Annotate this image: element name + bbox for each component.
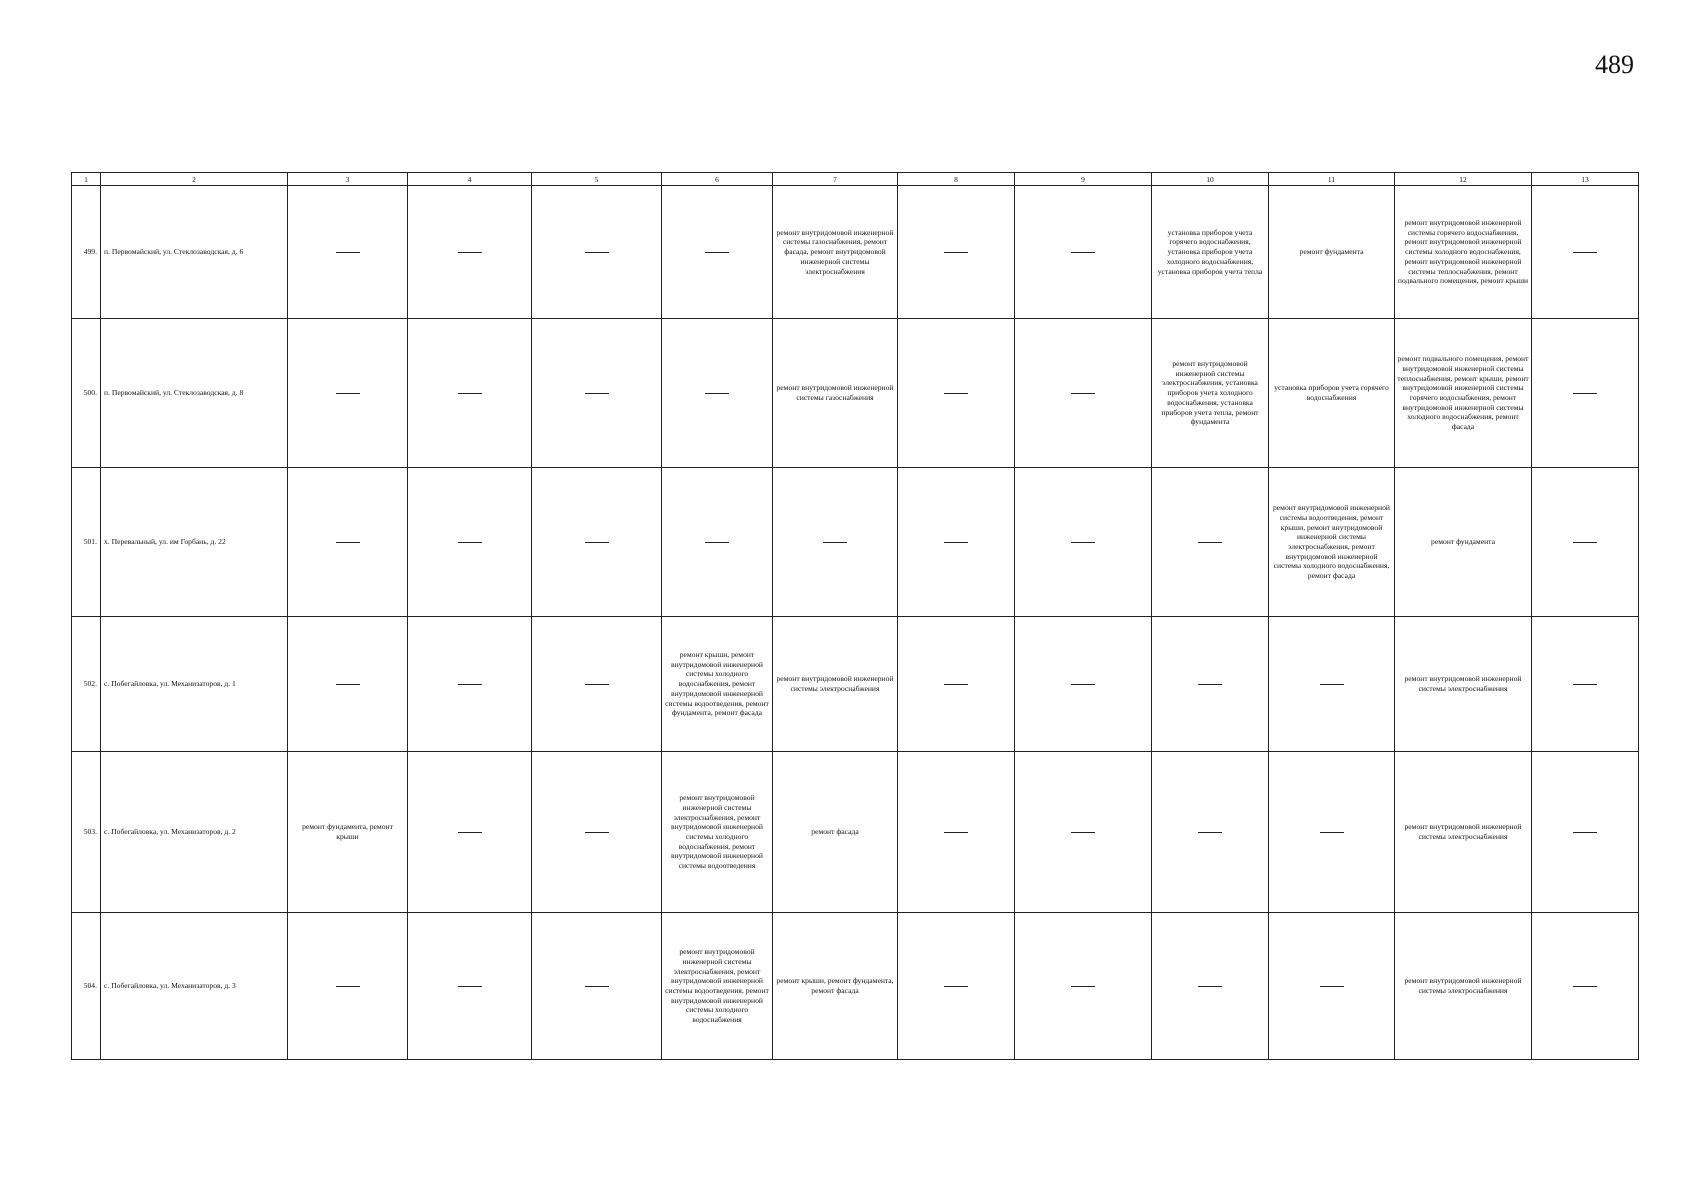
empty-cell bbox=[1152, 752, 1269, 913]
dash-mark bbox=[705, 393, 729, 394]
table-row bbox=[72, 617, 1639, 752]
work-type-cell: ремонт фундамента bbox=[1395, 468, 1532, 617]
dash-mark bbox=[1573, 684, 1597, 685]
dash-mark bbox=[458, 684, 482, 685]
work-type-cell: ремонт внутридомовой инженерной системы электроснабжения, ремонт внутридомовой инженерной системы холодного водоснабжения, ремонт внутридомовой инженерной системы водоотведения bbox=[662, 752, 773, 913]
column-header: 5 bbox=[532, 173, 662, 186]
column-header: 2 bbox=[101, 173, 288, 186]
empty-cell bbox=[662, 319, 773, 468]
empty-cell bbox=[898, 913, 1015, 1060]
empty-cell bbox=[288, 319, 408, 468]
empty-cell bbox=[532, 913, 662, 1060]
dash-mark bbox=[1071, 542, 1095, 543]
row-number: 500. bbox=[72, 319, 101, 468]
column-header: 12 bbox=[1395, 173, 1532, 186]
empty-cell bbox=[1532, 468, 1639, 617]
empty-cell bbox=[1152, 617, 1269, 752]
empty-cell bbox=[408, 617, 532, 752]
dash-mark bbox=[1573, 393, 1597, 394]
empty-cell bbox=[1015, 913, 1152, 1060]
empty-cell bbox=[532, 752, 662, 913]
table-row bbox=[72, 752, 1639, 913]
empty-cell bbox=[1015, 752, 1152, 913]
empty-cell bbox=[1152, 913, 1269, 1060]
dash-mark bbox=[585, 542, 609, 543]
dash-mark bbox=[458, 542, 482, 543]
dash-mark bbox=[1198, 832, 1222, 833]
dash-mark bbox=[336, 684, 360, 685]
column-header: 6 bbox=[662, 173, 773, 186]
empty-cell bbox=[532, 186, 662, 319]
empty-cell bbox=[1269, 617, 1395, 752]
empty-cell bbox=[1532, 752, 1639, 913]
column-header: 9 bbox=[1015, 173, 1152, 186]
dash-mark bbox=[1071, 252, 1095, 253]
empty-cell bbox=[408, 186, 532, 319]
dash-mark bbox=[585, 252, 609, 253]
column-header: 8 bbox=[898, 173, 1015, 186]
empty-cell bbox=[1152, 468, 1269, 617]
empty-cell bbox=[1015, 617, 1152, 752]
row-number: 503. bbox=[72, 752, 101, 913]
dash-mark bbox=[1573, 542, 1597, 543]
empty-cell bbox=[662, 468, 773, 617]
dash-mark bbox=[458, 252, 482, 253]
dash-mark bbox=[705, 252, 729, 253]
dash-mark bbox=[1198, 684, 1222, 685]
dash-mark bbox=[1573, 986, 1597, 987]
table-row bbox=[72, 319, 1639, 468]
dash-mark bbox=[1198, 986, 1222, 987]
empty-cell bbox=[1015, 468, 1152, 617]
empty-cell bbox=[898, 617, 1015, 752]
address-cell: х. Перевальный, ул. им Горбань, д. 22 bbox=[101, 468, 288, 617]
empty-cell bbox=[1269, 913, 1395, 1060]
table-row bbox=[72, 913, 1639, 1060]
empty-cell bbox=[898, 752, 1015, 913]
dash-mark bbox=[585, 684, 609, 685]
empty-cell bbox=[1015, 319, 1152, 468]
work-type-cell: ремонт фундамента, ремонт крыши bbox=[288, 752, 408, 913]
empty-cell bbox=[1532, 913, 1639, 1060]
work-type-cell: ремонт подвального помещения, ремонт внутридомовой инженерной системы теплоснабжения, ремонт крыши, ремонт внутридомовой инженерной системы горячего водоснабжения, ремонт внутридомовой инженерной системы холодного водоснабжения, ремонт фасада bbox=[1395, 319, 1532, 468]
empty-cell bbox=[898, 319, 1015, 468]
dash-mark bbox=[944, 542, 968, 543]
row-number: 504. bbox=[72, 913, 101, 1060]
empty-cell bbox=[288, 186, 408, 319]
repair-schedule-table bbox=[71, 172, 1639, 1060]
work-type-cell: ремонт внутридомовой инженерной системы горячего водоснабжения, ремонт внутридомовой инженерной системы холодного водоснабжения, ремонт внутридомовой инженерной системы теплоснабжения, ремонт подвального помещения, ремонт крыши bbox=[1395, 186, 1532, 319]
table-row bbox=[72, 186, 1639, 319]
empty-cell bbox=[408, 752, 532, 913]
work-type-cell: ремонт внутридомовой инженерной системы газоснабжения, ремонт фасада, ремонт внутридомовой инженерной системы электроснабжения bbox=[773, 186, 898, 319]
dash-mark bbox=[1071, 393, 1095, 394]
dash-mark bbox=[336, 542, 360, 543]
work-type-cell: ремонт внутридомовой инженерной системы газоснабжения bbox=[773, 319, 898, 468]
empty-cell bbox=[408, 913, 532, 1060]
empty-cell bbox=[1015, 186, 1152, 319]
empty-cell bbox=[532, 319, 662, 468]
dash-mark bbox=[1320, 986, 1344, 987]
dash-mark bbox=[944, 986, 968, 987]
dash-mark bbox=[1320, 684, 1344, 685]
work-type-cell: установка приборов учета горячего водоснабжения, установка приборов учета холодного водоснабжения, установка приборов учета тепла bbox=[1152, 186, 1269, 319]
dash-mark bbox=[705, 542, 729, 543]
dash-mark bbox=[585, 832, 609, 833]
column-header: 4 bbox=[408, 173, 532, 186]
work-type-cell: ремонт внутридомовой инженерной системы электроснабжения bbox=[773, 617, 898, 752]
dash-mark bbox=[1198, 542, 1222, 543]
empty-cell bbox=[1269, 752, 1395, 913]
empty-cell bbox=[773, 468, 898, 617]
work-type-cell: установка приборов учета горячего водоснабжения bbox=[1269, 319, 1395, 468]
empty-cell bbox=[898, 186, 1015, 319]
address-cell: п. Первомайский, ул. Стеклозаводская, д. 6 bbox=[101, 186, 288, 319]
empty-cell bbox=[662, 186, 773, 319]
dash-mark bbox=[1573, 832, 1597, 833]
dash-mark bbox=[585, 393, 609, 394]
dash-mark bbox=[458, 832, 482, 833]
dash-mark bbox=[458, 986, 482, 987]
column-header: 11 bbox=[1269, 173, 1395, 186]
row-number: 501. bbox=[72, 468, 101, 617]
dash-mark bbox=[1320, 832, 1344, 833]
empty-cell bbox=[408, 468, 532, 617]
dash-mark bbox=[944, 252, 968, 253]
dash-mark bbox=[823, 542, 847, 543]
column-number-row bbox=[72, 173, 1639, 186]
dash-mark bbox=[1071, 986, 1095, 987]
address-cell: с. Побегайловка, ул. Механизаторов, д. 3 bbox=[101, 913, 288, 1060]
dash-mark bbox=[944, 393, 968, 394]
empty-cell bbox=[1532, 319, 1639, 468]
dash-mark bbox=[944, 832, 968, 833]
empty-cell bbox=[288, 617, 408, 752]
work-type-cell: ремонт фундамента bbox=[1269, 186, 1395, 319]
empty-cell bbox=[1532, 617, 1639, 752]
dash-mark bbox=[336, 393, 360, 394]
column-header: 13 bbox=[1532, 173, 1639, 186]
column-header: 1 bbox=[72, 173, 101, 186]
address-cell: с. Побегайловка, ул. Механизаторов, д. 2 bbox=[101, 752, 288, 913]
work-type-cell: ремонт внутридомовой инженерной системы водоотведения, ремонт крыши, ремонт внутридомовой инженерной системы электроснабжения, ремонт внутридомовой инженерной системы холодного водоснабжения, ремонт фасада bbox=[1269, 468, 1395, 617]
empty-cell bbox=[288, 468, 408, 617]
dash-mark bbox=[585, 986, 609, 987]
work-type-cell: ремонт внутридомовой инженерной системы электроснабжения bbox=[1395, 752, 1532, 913]
work-type-cell: ремонт внутридомовой инженерной системы электроснабжения bbox=[1395, 617, 1532, 752]
address-cell: с. Побегайловка, ул. Механизаторов, д. 1 bbox=[101, 617, 288, 752]
work-type-cell: ремонт внутридомовой инженерной системы электроснабжения, ремонт внутридомовой инженерной системы водоотведения, ремонт внутридомовой инженерной системы холодного водоснабжения bbox=[662, 913, 773, 1060]
empty-cell bbox=[408, 319, 532, 468]
dash-mark bbox=[1573, 252, 1597, 253]
dash-mark bbox=[1071, 832, 1095, 833]
work-type-cell: ремонт внутридомовой инженерной системы электроснабжения, установка приборов учета холодного водоснабжения, установка приборов учета тепла, ремонт фундамента bbox=[1152, 319, 1269, 468]
empty-cell bbox=[288, 913, 408, 1060]
dash-mark bbox=[336, 252, 360, 253]
empty-cell bbox=[532, 468, 662, 617]
dash-mark bbox=[458, 393, 482, 394]
dash-mark bbox=[1071, 684, 1095, 685]
empty-cell bbox=[898, 468, 1015, 617]
row-number: 499. bbox=[72, 186, 101, 319]
work-type-cell: ремонт крыши, ремонт внутридомовой инженерной системы холодного водоснабжения, ремонт внутридомовой инженерной системы водоотведения, ремонт фундамента, ремонт фасада bbox=[662, 617, 773, 752]
column-header: 3 bbox=[288, 173, 408, 186]
table-row bbox=[72, 468, 1639, 617]
work-type-cell: ремонт крыши, ремонт фундамента, ремонт фасада bbox=[773, 913, 898, 1060]
page-number: 489 bbox=[1595, 50, 1634, 79]
dash-mark bbox=[336, 986, 360, 987]
row-number: 502. bbox=[72, 617, 101, 752]
column-header: 7 bbox=[773, 173, 898, 186]
column-header: 10 bbox=[1152, 173, 1269, 186]
empty-cell bbox=[1532, 186, 1639, 319]
dash-mark bbox=[944, 684, 968, 685]
work-type-cell: ремонт внутридомовой инженерной системы электроснабжения bbox=[1395, 913, 1532, 1060]
address-cell: п. Первомайский, ул. Стеклозаводская, д. 8 bbox=[101, 319, 288, 468]
empty-cell bbox=[532, 617, 662, 752]
work-type-cell: ремонт фасада bbox=[773, 752, 898, 913]
